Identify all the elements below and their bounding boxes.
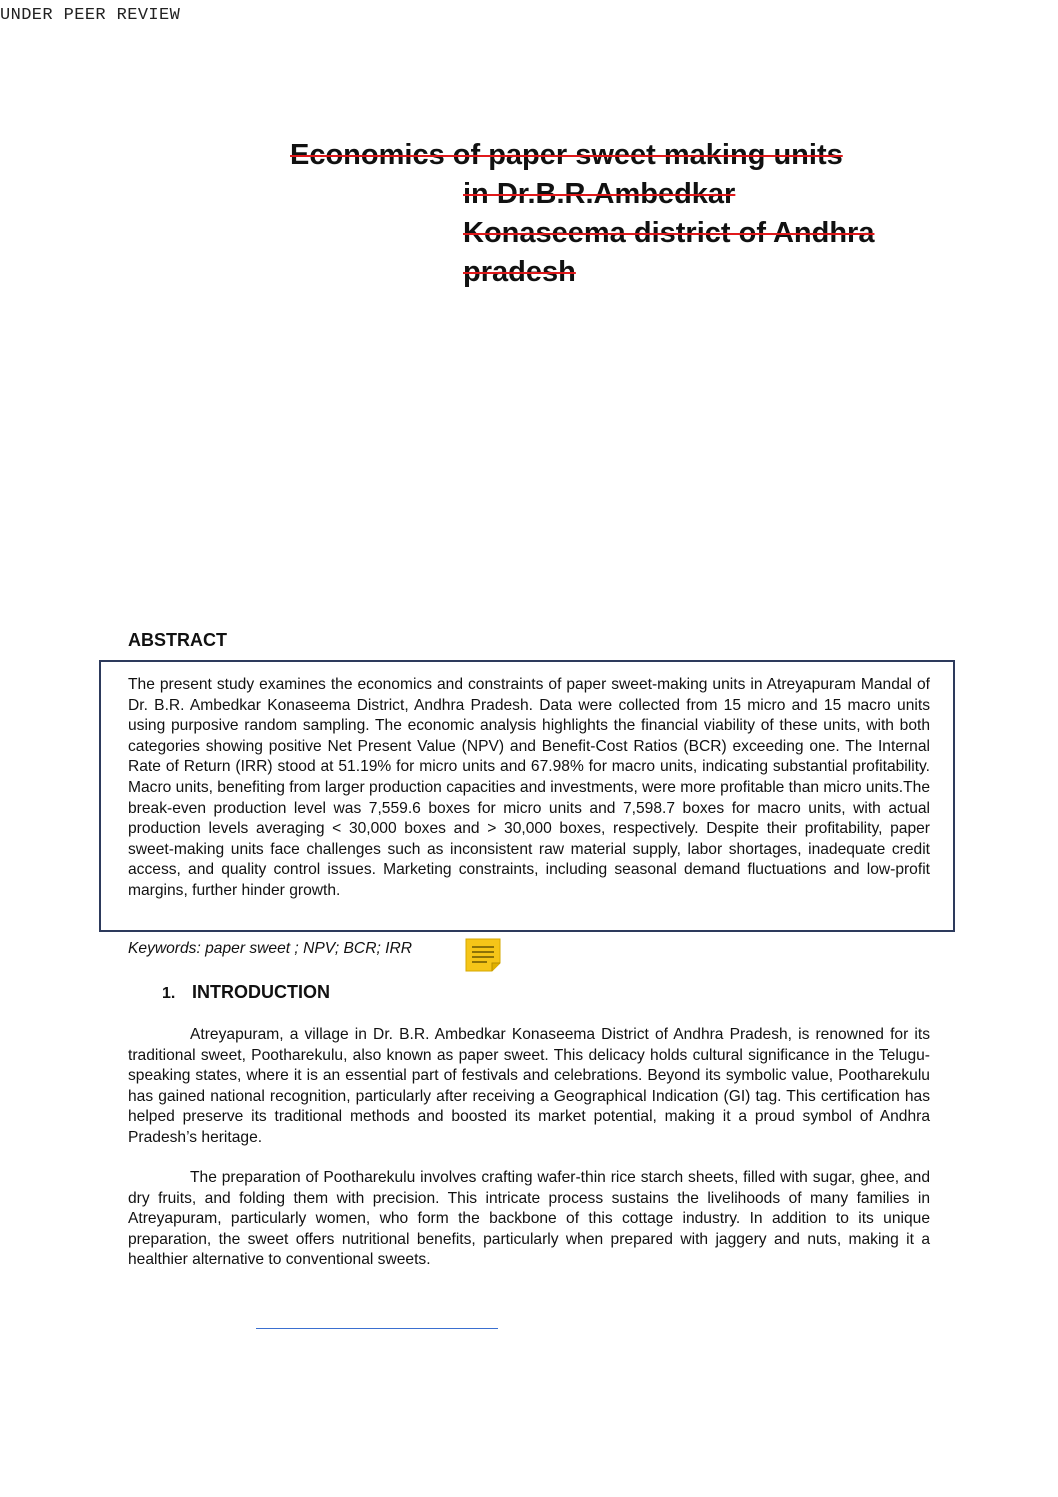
title-line-2: in Dr.B.R.Ambedkar: [463, 178, 736, 210]
intro-paragraph-1: Atreyapuram, a village in Dr. B.R. Ambedkar Konaseema District of Andhra Pradesh, is renowned for its traditional sweet, Pootharekulu, also known as paper sweet. This delicacy holds cultural significance in the Telugu-speaking states, where it is an essential part of festivals and celebrations. Beyond its symbolic value, Pootharekulu has gained national recognition, particularly after receiving a Geographical Indication (GI) tag. This certification has helped preserve its traditional methods and boosted its market potential, making it a proud symbol of Andhra Pradesh’s heritage.: [128, 1026, 930, 1146]
keywords: Keywords: paper sweet ; NPV; BCR; IRR: [128, 940, 412, 957]
review-watermark: UNDER PEER REVIEW: [0, 6, 181, 25]
footnote-separator: [256, 1328, 498, 1329]
intro-paragraph-2: The preparation of Pootharekulu involves crafting wafer-thin rice starch sheets, filled with sugar, ghee, and dry fruits, and folding them with precision. This intricate process sustains the livelihoods of many families in Atreyapuram, particularly women, who form the backbone of this cottage industry. In addition to its unique preparation, the sweet offers nutritional benefits, particularly when prepared with jaggery and nuts, making it a healthier alternative to conventional sweets.: [128, 1169, 930, 1269]
sticky-note-icon[interactable]: [465, 938, 501, 972]
introduction-heading: [162, 982, 330, 1003]
title-line-3: Konaseema district of Andhra: [463, 217, 875, 249]
abstract-heading: ABSTRACT: [128, 630, 227, 650]
abstract-text: The present study examines the economics and constraints of paper sweet-making units in Atreyapuram Mandal of Dr. B.R. Ambedkar Konaseema District, Andhra Pradesh. Data were collected from 15 micro and 15 macro units using purposive random sampling. The economic analysis highlights the financial viability of these units, with both categories showing positive Net Present Value (NPV) and Benefit-Cost Ratios (BCR) exceeding one. The Internal Rate of Return (IRR) stood at 51.19% for micro units and 67.98% for macro units, indicating substantial profitability. Macro units, benefiting from larger production capacities and investments, were more profitable than micro units.The break-even production level was 7,559.6 boxes for micro units and 7,598.7 boxes for macro units, with actual production levels averaging < 30,000 boxes and > 30,000 boxes, respectively. Despite their profitability, paper sweet-making units face challenges such as inconsistent raw material supply, labor shortages, inadequate credit access, and quality control issues. Marketing constraints, including seasonal demand fluctuations and low-profit margins, further hinder growth.: [128, 676, 930, 899]
paper-title: [290, 136, 950, 292]
title-line-4: pradesh: [463, 256, 576, 288]
section-number: 1.: [162, 985, 176, 1002]
title-line-1: Economics of paper sweet making units: [290, 139, 843, 171]
section-title: INTRODUCTION: [192, 982, 330, 1002]
